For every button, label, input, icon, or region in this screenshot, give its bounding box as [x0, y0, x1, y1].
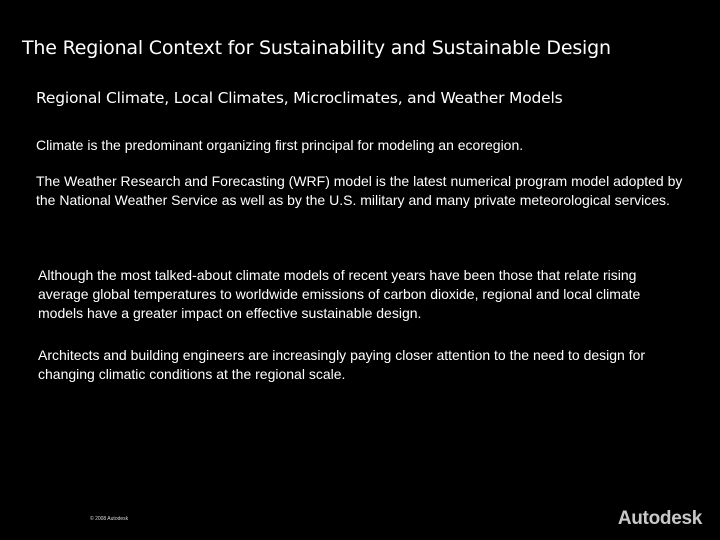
slide-title: The Regional Context for Sustainability and Sustainable Design: [22, 37, 611, 59]
autodesk-logo: Autodesk: [617, 508, 702, 529]
paragraph-wrf-model: The Weather Research and Forecasting (WRF) model is the latest numerical program model adopted by the National Weather Service as well as by the U.S. military and many private meteorological services.: [36, 173, 683, 208]
paragraph-architects: Architects and building engineers are increasingly paying closer attention to the need to design for changing climatic conditions at the regional scale.: [38, 347, 646, 382]
paragraph-climate-models: Although the most talked-about climate models of recent years have been those that relate rising average global temperatures to worldwide emissions of carbon dioxide, regional and local climate models have a greater impact on effective sustainable design.: [38, 267, 641, 321]
copyright-notice: © 2008 Autodesk: [90, 516, 129, 522]
slide-subtitle: Regional Climate, Local Climates, Microclimates, and Weather Models: [36, 89, 563, 107]
paragraph-climate: Climate is the predominant organizing first principal for modeling an ecoregion.: [36, 137, 524, 153]
